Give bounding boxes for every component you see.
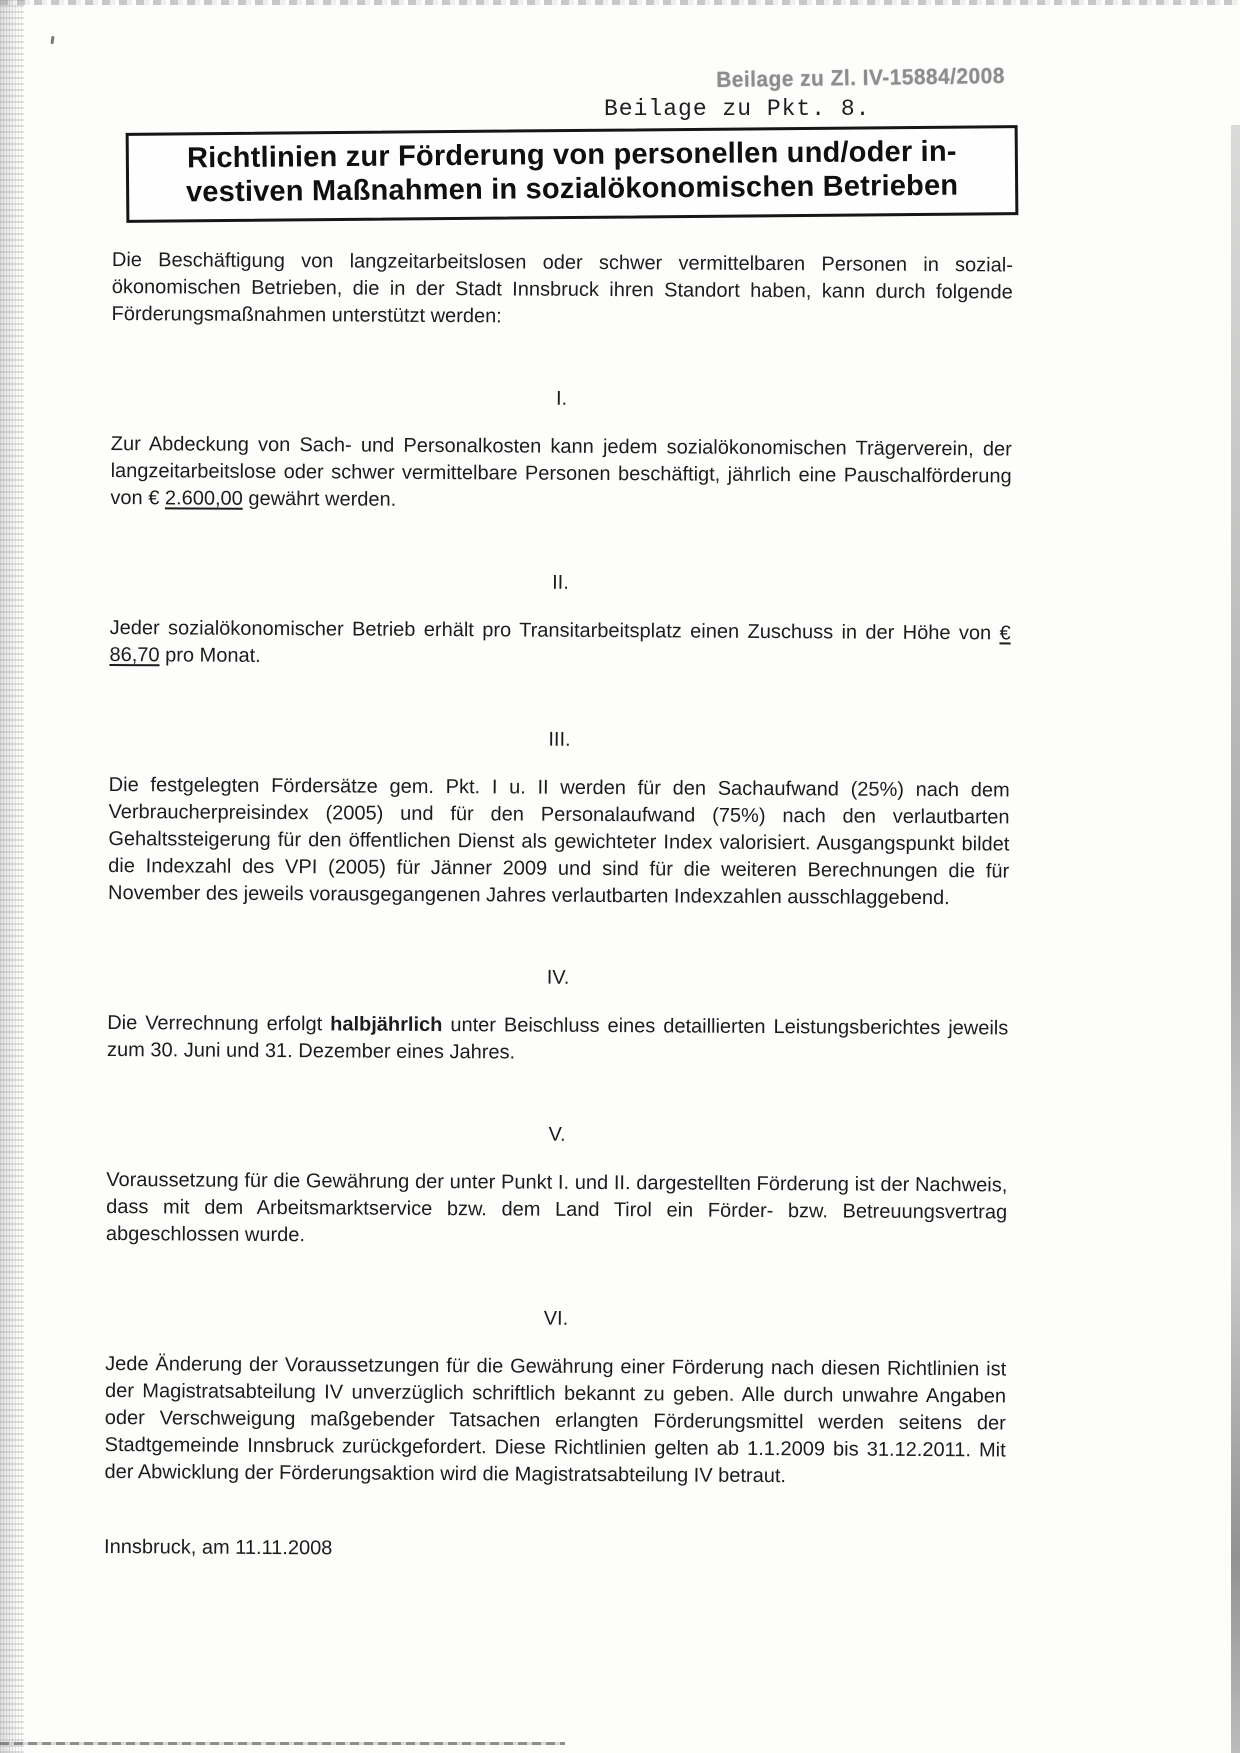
document-title-box — [126, 125, 1019, 223]
section-2-text-after: pro Monat. — [159, 644, 261, 667]
scan-artifact-speck — [50, 36, 54, 44]
scan-artifact-left-edge — [0, 0, 24, 1753]
section-3-paragraph: Die festgelegten Fördersätze gem. Pkt. I u. II werden für den Sachaufwand (25%) nach dem Verbraucherpreisindex (2005) und für den Personalaufwand (75%) nach den verlautbarten Gehaltssteigerung für den öffentlichen Dienst als gewichteter Index valorisiert. Ausgangspunkt bildet die Indexzahl des VPI (2005) für Jänner 2009 und sind für die weiteren Berechnungen die für November des jeweils vorausgegangenen Jahres verlautbarten Indexzahlen ausschlaggebend. — [107, 773, 1010, 910]
section-4-bold-term: halbjährlich — [330, 1013, 443, 1037]
section-1-paragraph — [110, 431, 1011, 518]
section-2-text-before: Jeder sozialökonomischer Betrieb erhält pro Transitarbeitsplatz einen Zuschuss in der Höhe von — [109, 616, 1000, 645]
section-1-text-after: gewährt werden. — [242, 487, 397, 511]
scan-artifact-right-edge — [1231, 125, 1240, 1753]
section-5-paragraph: Voraussetzung für die Gewährung der unter Punkt I. und II. dargestellten Förderung ist der Nachweis, dass mit dem Arbeitsmarktservice bzw. dem Land Tirol ein Förder- bzw. Betreuungsvertrag abgeschlossen wurde. — [105, 1168, 1008, 1247]
section-heading-4: IV. — [546, 966, 570, 989]
intro-paragraph: Die Beschäftigung von langzeitarbeitslosen oder schwer vermittelbaren Personen in sozialökonomischen Betrieben, die in der Stadt Innsbruck ihren Standort haben, kann durch folgende Förderungsmaßnahmen unterstützt werden: — [111, 248, 1013, 328]
document-title-line-2: vestiven Maßnahmen in sozialökonomischen Betrieben — [185, 169, 959, 209]
place-date-line: Innsbruck, am 11.11.2008 — [103, 1535, 333, 1560]
section-2-underlined-amount: € 86,70 — [109, 622, 1011, 667]
section-2-paragraph — [109, 615, 1010, 675]
section-4-text-after: unter Beischluss eines detaillierten Leistungsberichtes jeweils zum 30. Juni und 31. Dezember eines Jahres. — [107, 1014, 1009, 1064]
document-title-line-1: Richtlinien zur Förderung von personellen und/oder in- — [186, 135, 957, 175]
section-heading-1: I. — [555, 387, 568, 410]
section-heading-6: VI. — [543, 1307, 569, 1330]
file-number-stamp: Beilage zu Zl. IV-15884/2008 — [716, 63, 1006, 93]
section-heading-2: II. — [552, 571, 569, 594]
attachment-annotation: Beilage zu Pkt. 8. — [604, 96, 871, 122]
section-1-text-before: Zur Abdeckung von Sach- und Personalkosten kann jedem sozialökonomischen Trägerverein, der langzeitarbeitslose oder schwer vermittelbare Personen beschäftigt, jährlich eine Pauschalförderung von € — [110, 432, 1012, 510]
section-heading-3: III. — [548, 728, 571, 751]
section-4-text-before: Die Verrechnung erfolgt — [107, 1011, 331, 1036]
section-6-paragraph: Jede Änderung der Voraussetzungen für die Gewährung einer Förderung nach diesen Richtlinien ist der Magistratsabteilung IV unverzüglich schriftlich bekannt zu geben. Alle durch unwahre Angaben oder Verschweigung maßgebender Tatsachen erlangten Förderungsmittel werden seitens der Stadtgemeinde Innsbruck zurückgefordert. Diese Richtlinien gelten ab 1.1.2009 bis 31.12.2011. Mit der Abwicklung der Förderungsaktion wird die Magistratsabteilung IV betraut. — [104, 1352, 1007, 1488]
section-1-underlined-amount: 2.600,00 — [164, 487, 243, 510]
document-body — [104, 247, 1013, 1566]
section-heading-5: V. — [548, 1123, 566, 1146]
scan-artifact-top-edge — [0, 0, 1240, 5]
section-4-paragraph — [107, 1010, 1008, 1070]
scan-artifact-bottom-edge — [0, 1742, 565, 1745]
